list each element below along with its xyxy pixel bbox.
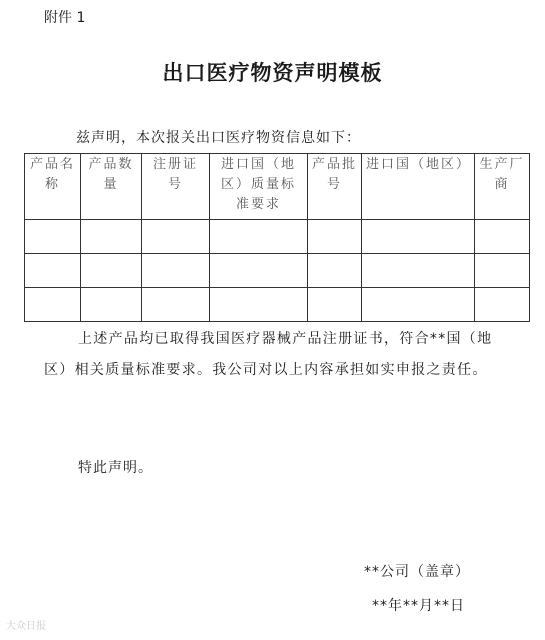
table-cell xyxy=(25,220,81,254)
header-import-country: 进口国（地区） xyxy=(362,154,475,220)
table-cell xyxy=(25,254,81,288)
header-manufacturer: 生产厂商 xyxy=(475,154,530,220)
header-product-quantity: 产品数量 xyxy=(81,154,142,220)
company-seal-line: **公司（盖章） xyxy=(364,564,470,580)
table-cell xyxy=(81,288,142,322)
header-registration-number: 注册证号 xyxy=(142,154,210,220)
table-cell xyxy=(210,288,308,322)
table-row xyxy=(25,288,530,322)
table-cell xyxy=(210,254,308,288)
table-cell xyxy=(308,288,362,322)
table-row xyxy=(25,254,530,288)
attachment-label: 附件 1 xyxy=(44,10,86,26)
table-cell xyxy=(210,220,308,254)
table-cell xyxy=(362,288,475,322)
table-header-row xyxy=(25,154,530,220)
date-line: **年**月**日 xyxy=(372,598,465,614)
document-title: 出口医疗物资声明模板 xyxy=(162,61,383,85)
intro-sentence: 兹声明，本次报关出口医疗物资信息如下： xyxy=(76,130,361,146)
declaration-line: 特此声明。 xyxy=(78,460,153,476)
table-row xyxy=(25,220,530,254)
table-cell xyxy=(475,288,530,322)
table-cell xyxy=(308,220,362,254)
header-batch-number: 产品批号 xyxy=(308,154,362,220)
compliance-paragraph: 上述产品均已取得我国医疗器械产品注册证书，符合**国（地区）相关质量标准要求。我公司对以上内容承担如实申报之责任。 xyxy=(44,331,493,378)
table-cell xyxy=(362,220,475,254)
table-cell xyxy=(142,220,210,254)
table-cell xyxy=(475,254,530,288)
table-cell xyxy=(308,254,362,288)
table-cell xyxy=(362,254,475,288)
header-product-name: 产品名称 xyxy=(25,154,81,220)
table-cell xyxy=(81,220,142,254)
table-cell xyxy=(81,254,142,288)
table-cell xyxy=(25,288,81,322)
table-cell xyxy=(142,288,210,322)
table-cell xyxy=(475,220,530,254)
watermark-logo: 大众日报 xyxy=(6,621,46,632)
header-quality-standard: 进口国（地区）质量标准要求 xyxy=(210,154,308,220)
table-cell xyxy=(142,254,210,288)
export-goods-table xyxy=(24,153,530,322)
